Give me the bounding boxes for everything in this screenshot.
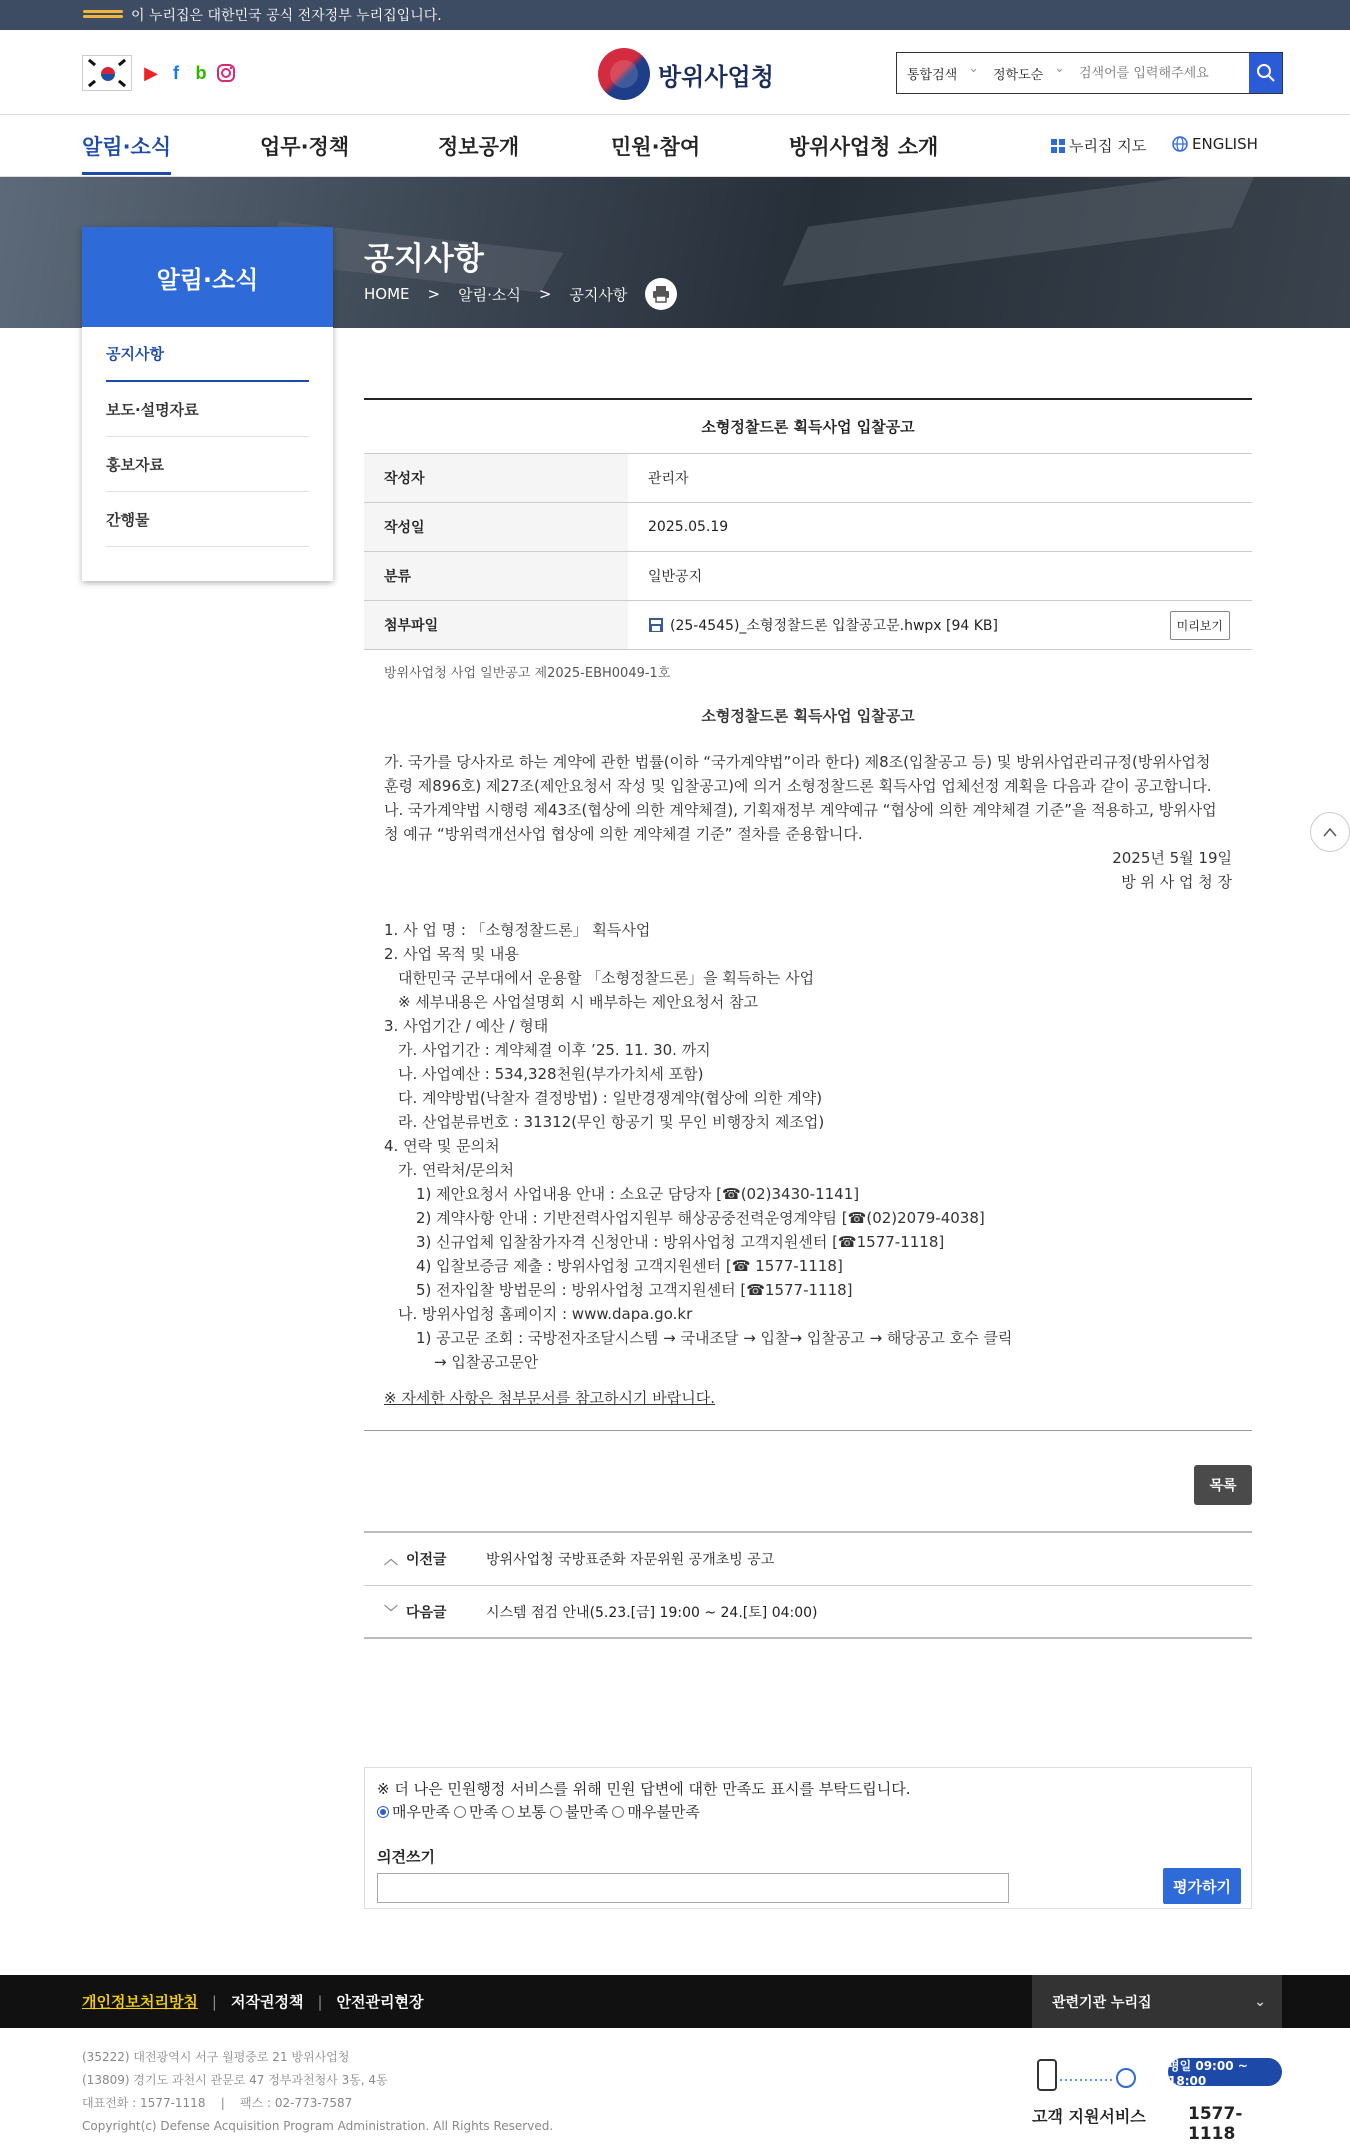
notice-line: 3) 신규업체 입찰참가자격 신청안내 : 방위사업청 고객지원센터 [☎1577-1118] [416, 1233, 945, 1251]
notice-line: 5) 전자입찰 방법문의 : 방위사업청 고객지원센터 [☎1577-1118] [416, 1281, 853, 1299]
cs-hours: 평일 09:00 ~ 18:00 [1168, 2058, 1282, 2086]
side-menu [82, 227, 333, 581]
nav-item-about[interactable]: 방위사업청 소개 [789, 135, 939, 159]
date-value: 2025.05.19 [648, 519, 729, 535]
notice-line: 가. 사업기간 : 계약체결 이후 ’25. 11. 30. 까지 [398, 1041, 711, 1059]
notice-line: → 입찰공고문안 [434, 1353, 539, 1371]
date-label: 작성일 [364, 503, 628, 551]
nav-item-civil[interactable]: 민원·참여 [611, 135, 701, 159]
side-menu-title: 알림·소식 [82, 227, 333, 327]
radio-very-satisfied[interactable] [377, 1806, 389, 1818]
nav-item-news[interactable]: 알림·소식 [82, 131, 171, 161]
body-title: 소형정찰드론 획득사업 입찰공고 [701, 707, 915, 725]
social-links [82, 55, 240, 91]
submit-survey-button[interactable]: 평가하기 [1163, 1868, 1241, 1904]
fighter-jet-image [782, 177, 1258, 286]
notice-line: 2) 계약사항 안내 : 기반전력사업지원부 해상공중전력운영계약팀 [☎(02)2079-4038] [416, 1209, 985, 1227]
preview-button[interactable]: 미리보기 [1170, 611, 1230, 640]
english-link[interactable] [1172, 135, 1258, 153]
print-button[interactable] [645, 278, 677, 310]
intro-line: 훈령 제896호) 제27조(제안요청서 작성 및 입찰공고)에 의거 소형정찰드론 획득사업 업체선정 계획을 다음과 같이 공고합니다. [384, 777, 1212, 795]
post-body [364, 650, 1252, 1430]
search-bar [896, 52, 1283, 94]
grid-icon [1051, 139, 1065, 153]
chevron-down-icon: ⌄ [1254, 1993, 1266, 2010]
prev-label: 이전글 [406, 1552, 447, 1568]
doc-number: 방위사업청 사업 일반공고 제2025-EBH0049-1호 [384, 666, 671, 681]
comment-label: 의견쓰기 [377, 1848, 435, 1866]
sign-org: 방 위 사 업 청 장 [1121, 873, 1232, 891]
post-content [364, 398, 1252, 1639]
notice-line: 라. 산업분류번호 : 31312(무인 항공기 및 무인 비행장치 제조업) [398, 1113, 825, 1131]
footer-info [82, 2046, 553, 2138]
file-row [364, 601, 1252, 650]
radio-neutral[interactable] [502, 1806, 514, 1818]
chevron-up-icon: ︿ [384, 1552, 398, 1568]
nav-item-info[interactable]: 정보공개 [438, 135, 520, 159]
side-item-press[interactable]: 보도·설명자료 [106, 382, 309, 437]
copyright-policy-link[interactable]: 저작권정책 [230, 1993, 304, 2011]
notice-line: 다. 계약방법(낙찰자 결정방법) : 일반경쟁계약(협상에 의한 계약) [398, 1089, 823, 1107]
blog-icon[interactable]: b [195, 62, 207, 83]
chevron-up-icon [1322, 827, 1338, 837]
gov-banner-text: 이 누리집은 대한민국 공식 전자정부 누리집입니다. [131, 8, 442, 24]
cs-title: 고객 지원서비스 [1032, 2107, 1146, 2126]
notice-line: 대한민국 군부대에서 운용할 「소형정찰드론」을 획득하는 사업 [398, 969, 815, 987]
printer-icon [652, 285, 670, 303]
logo-text: 방위사업청 [658, 62, 774, 91]
author-label: 작성자 [364, 454, 628, 502]
side-item-publication[interactable]: 간행물 [106, 492, 309, 547]
side-item-notice[interactable]: 공지사항 [106, 327, 309, 382]
notice-line: 3. 사업기간 / 예산 / 형태 [384, 1017, 549, 1035]
breadcrumb-news[interactable]: 알림·소식 [458, 285, 521, 304]
next-label: 다음글 [406, 1604, 447, 1621]
search-button[interactable] [1249, 53, 1282, 93]
customer-service [1032, 2058, 1282, 2144]
notice-line: 가. 연락처/문의처 [398, 1161, 515, 1179]
intro-line: 나. 국가계약법 시행령 제43조(협상에 의한 계약체결), 기획재정부 계약예규 “협상에 의한 계약체결 기준”을 적용하고, 방위사업 [384, 801, 1217, 819]
address-gwacheon: (13809) 경기도 과천시 관문로 47 정부과천청사 3동, 4동 [82, 2073, 388, 2087]
category-value: 일반공지 [648, 569, 703, 585]
notice-line: ※ 세부내용은 사업설명회 시 배부하는 제안요청서 참고 [398, 993, 758, 1011]
author-row [364, 454, 1252, 503]
notice-line: 나. 사업예산 : 534,328천원(부가가치세 포함) [398, 1065, 704, 1083]
sign-date: 2025년 5월 19일 [1112, 849, 1232, 867]
satisfaction-survey [364, 1767, 1252, 1909]
notice-line: 4) 입찰보증금 제출 : 방위사업청 고객지원센터 [☎ 1577-1118] [416, 1257, 843, 1275]
radio-satisfied[interactable] [454, 1806, 466, 1818]
notice-line: 4. 연락 및 문의처 [384, 1137, 500, 1155]
intro-line: 가. 국가를 당사자로 하는 계약에 관한 법률(이하 “국가계약법”이라 한다) 제8조(입찰공고 등) 및 방위사업관리규정(방위사업청 [384, 753, 1211, 771]
category-row [364, 552, 1252, 601]
notice-line: 2. 사업 목적 및 내용 [384, 945, 519, 963]
contact-info: 대표전화 : 1577-1118 | 팩스 : 02-773-7587 [82, 2096, 353, 2110]
related-sites-select[interactable] [1032, 1975, 1282, 2028]
intro-line: 청 예규 “방위력개선사업 협상에 의한 계약체결 기준” 절차를 준용합니다. [384, 825, 863, 843]
korea-flag-icon[interactable] [82, 55, 132, 91]
related-sites-label: 관련기관 누리집 [1052, 1994, 1152, 2011]
instagram-icon[interactable] [215, 62, 237, 84]
notice-line: 나. 방위사업청 홈페이지 : www.dapa.go.kr [398, 1305, 693, 1323]
copyright: Copyright(c) Defense Acquisition Program Administration. All Rights Reserved. [82, 2119, 554, 2133]
footer-links: 개인정보처리방침 | 저작권정책 | 안전관리현장 관련기관 누리집 ⌄ [0, 1975, 1350, 2028]
notice-items [384, 918, 1232, 1374]
notice-line: 1. 사 업 명 : 「소형정찰드론」 획득사업 [384, 921, 651, 939]
notice-line: 1) 공고문 조회 : 국방전자조달시스템 → 국내조달 → 입찰→ 입찰공고 → 해당공고 호수 클릭 [416, 1329, 1013, 1347]
side-item-promo[interactable]: 홍보자료 [106, 437, 309, 492]
gov-banner [0, 0, 1350, 30]
gov-mark-icon [83, 8, 123, 22]
breadcrumb-home[interactable]: HOME [364, 285, 410, 303]
header [0, 30, 1350, 115]
main-nav [0, 115, 1350, 177]
radio-very-dissatisfied[interactable] [612, 1806, 624, 1818]
sitemap-label: 누리집 지도 [1069, 137, 1147, 155]
privacy-policy-link[interactable]: 개인정보처리방침 [82, 1993, 198, 2011]
search-sort-select[interactable]: 정학도순 ⌄ [983, 64, 1069, 83]
search-scope-select[interactable]: 통합검색 ⌄ [897, 64, 983, 83]
notice-line: 1) 제안요청서 사업내용 안내 : 소요군 담당자 [☎(02)3430-1141] [416, 1185, 860, 1203]
author-value: 관리자 [648, 471, 689, 487]
dapa-emblem-icon [598, 48, 650, 100]
chevron-down-icon: ﹀ [384, 1604, 398, 1621]
globe-icon [1172, 136, 1188, 152]
youtube-icon[interactable]: ▶ [144, 62, 158, 84]
prev-title[interactable]: 방위사업청 국방표준화 자문위원 공개초빙 공고 [486, 1552, 775, 1568]
nav-item-work[interactable]: 업무·정책 [260, 135, 350, 159]
radio-dissatisfied[interactable] [550, 1806, 562, 1818]
note-text: ※ 자세한 사항은 첨부문서를 참고하시기 바랍니다. [384, 1389, 715, 1407]
facebook-icon[interactable]: f [173, 62, 179, 83]
survey-options: 매우만족 만족 보통 불만족 매우불만족 [377, 1801, 1239, 1822]
list-button[interactable]: 목록 [1194, 1465, 1252, 1505]
breadcrumb: HOME > 알림·소식 > 공지사항 [364, 278, 695, 310]
comment-input[interactable] [377, 1873, 1009, 1903]
scroll-top-button[interactable] [1310, 812, 1350, 852]
file-label: 첨부파일 [364, 601, 628, 649]
category-label: 분류 [364, 552, 628, 600]
phone-headset-icon [1032, 2058, 1142, 2094]
safety-link[interactable]: 안전관리현장 [336, 1993, 424, 2011]
english-label: ENGLISH [1192, 135, 1258, 153]
address-daejeon: (35222) 대전광역시 서구 월평중로 21 방위사업청 [82, 2050, 350, 2064]
post-title: 소형정찰드론 획득사업 입찰공고 [364, 398, 1252, 454]
survey-question: ※ 더 나은 민원행정 서비스를 위해 민원 답변에 대한 만족도 표시를 부탁드립니다. [377, 1780, 911, 1798]
breadcrumb-current[interactable]: 공지사항 [569, 285, 628, 304]
next-title[interactable]: 시스템 점검 안내(5.23.[금] 19:00 ~ 24.[토] 04:00) [486, 1604, 818, 1621]
site-logo[interactable] [598, 48, 774, 100]
search-icon [1256, 63, 1276, 83]
date-row [364, 503, 1252, 552]
cs-phone: 1577-1118 [1188, 2104, 1243, 2144]
prev-post[interactable] [364, 1533, 1252, 1586]
search-input[interactable] [1069, 53, 1249, 93]
attachment-link[interactable]: (25-4545)_소형정찰드론 입찰공고문.hwpx [94 KB] [670, 618, 999, 634]
sitemap-link[interactable] [1051, 135, 1146, 156]
file-icon [648, 617, 664, 633]
page-title: 공지사항 [364, 241, 484, 277]
next-post[interactable] [364, 1586, 1252, 1639]
